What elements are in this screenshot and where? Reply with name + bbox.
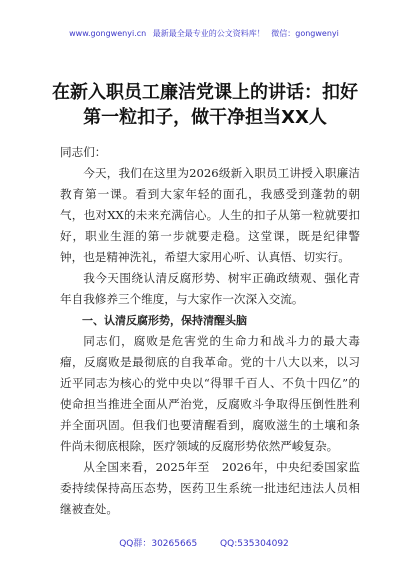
body-paragraph: 我今天围绕认清反腐形势、树牢正确政绩观、强化青年自我修养三个维度，与大家作一次深入交流。 — [60, 271, 360, 306]
header-wechat: 微信：gongwenyi — [271, 29, 339, 38]
page-footer — [0, 536, 408, 549]
document-body — [60, 142, 360, 520]
header-site-link[interactable]: www.gongwenyi.cn — [69, 29, 147, 38]
greeting: 同志们： — [60, 145, 107, 159]
body-paragraph: 从全国来看，2025年至 2026年，中央纪委国家监委持续保持高压态势，医药卫生系统一批违纪违法人员相继被查处。 — [60, 460, 360, 516]
body-paragraph: 今天，我们在这里为2026级新入职员工讲授入职廉洁教育第一课。看到大家年轻的面孔，我感受到蓬勃的朝气，也对XX的未来充满信心。人生的扣子从第一粒就要扣好，职业生涯的第一步就要走稳。这堂课，既是纪律警钟，也是精神洗礼，希望大家用心听、认真悟、切实行。 — [60, 166, 360, 264]
section-heading: 一、认清反腐形势，保持清醒头脑 — [82, 314, 247, 327]
body-paragraph: 同志们，腐败是危害党的生命力和战斗力的最大毒瘤，反腐败是最彻底的自我革命。党的十八大以来，以习近平同志为核心的党中央以“得罪千百人、不负十四亿”的使命担当推进全面从严治党，反腐败斗争取得压倒性胜利并全面巩固。但我们也要清醒看到，腐败滋生的土壤和条件尚未彻底根除，医疗领域的反腐形势依然严峻复杂。 — [60, 334, 360, 453]
document-title: 在新入职员工廉洁党课上的讲话：扣好第一粒扣子，做干净担当XX人 — [52, 82, 358, 128]
page-header — [0, 28, 408, 39]
footer-qq-group: QQ群：30265665 — [119, 539, 198, 549]
footer-qq-contact: QQ:535304092 — [220, 539, 289, 549]
header-slogan: 最新最全最专业的公文资料库！ — [152, 29, 265, 38]
